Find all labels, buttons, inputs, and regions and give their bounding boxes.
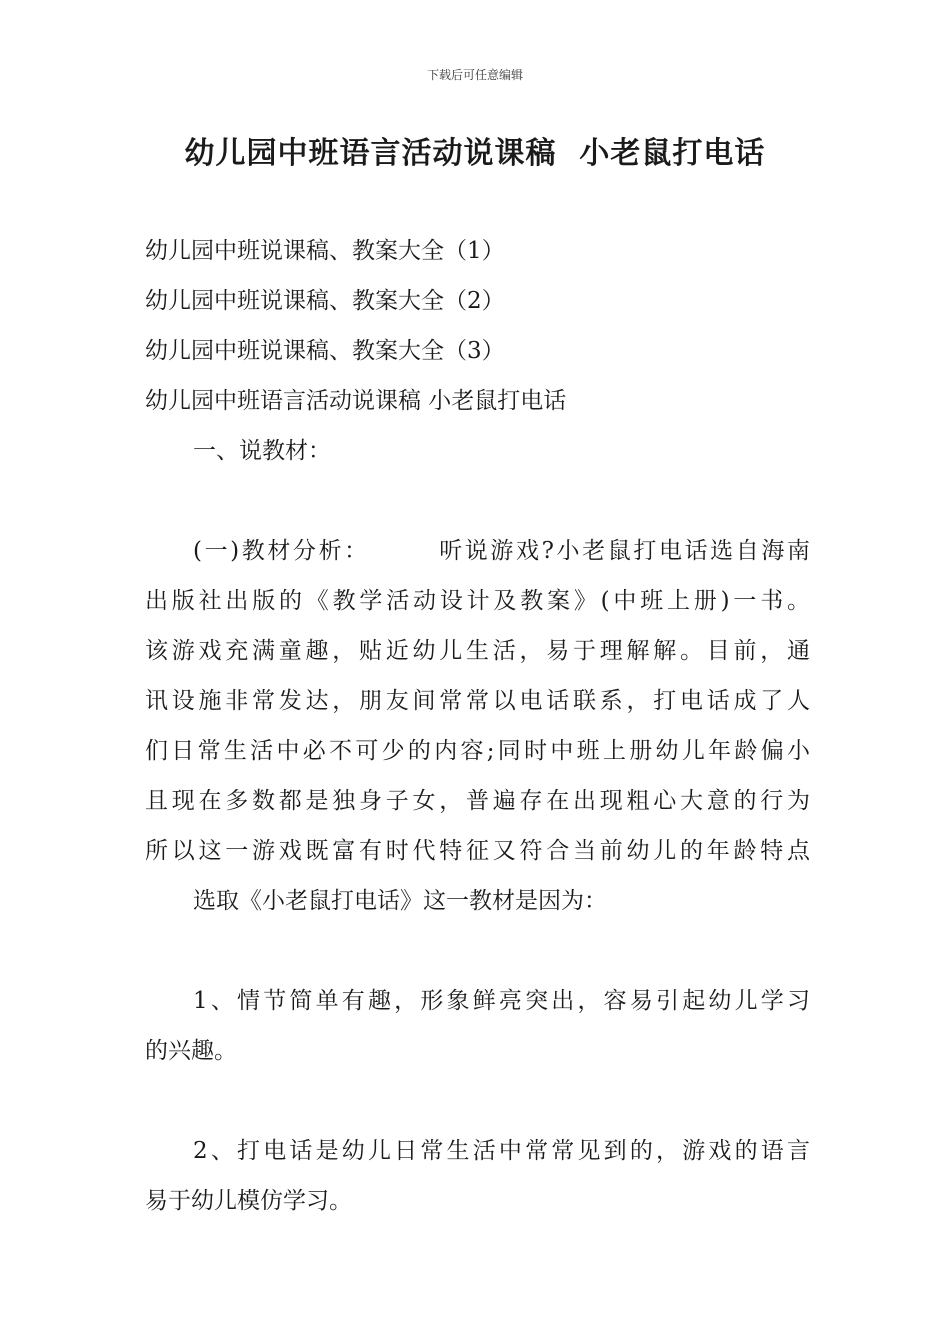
- analysis-line-5: 们日常生活中必不可少的内容;同时中班上册幼儿年龄偏小: [145, 738, 810, 764]
- blank-line: [145, 1076, 810, 1126]
- blank-line: [145, 926, 810, 976]
- section-heading-textbook: 一、说教材：: [193, 438, 331, 464]
- toc-line-3: 幼儿园中班说课稿、教案大全（3）: [145, 338, 505, 364]
- document-body: [145, 226, 810, 1226]
- analysis-line-3: 该游戏充满童趣，贴近幼儿生活，易于理解解。目前，通: [145, 638, 810, 664]
- toc-line-2: 幼儿园中班说课稿、教案大全（2）: [145, 288, 505, 314]
- analysis-line-1: (一)教材分析： 听说游戏?小老鼠打电话选自海南: [193, 538, 810, 564]
- toc-line-1: 幼儿园中班说课稿、教案大全（1）: [145, 238, 505, 264]
- analysis-line-2: 出版社出版的《教学活动设计及教案》(中班上册)一书。: [145, 588, 810, 614]
- reason-intro: 选取《小老鼠打电话》这一教材是因为：: [193, 888, 607, 914]
- analysis-line-7: 所以这一游戏既富有时代特征又符合当前幼儿的年龄特点: [145, 838, 810, 864]
- blank-line: [145, 476, 810, 526]
- reason-2-line-1: 2、打电话是幼儿日常生活中常常见到的，游戏的语言: [193, 1138, 810, 1164]
- header-note: 下载后可任意编辑: [426, 68, 523, 82]
- analysis-line-6: 且现在多数都是独身子女，普遍存在出现粗心大意的行为: [145, 788, 810, 814]
- toc-line-4: 幼儿园中班语言活动说课稿 小老鼠打电话: [145, 388, 567, 414]
- reason-1-line-2: 的兴趣。: [145, 1038, 237, 1064]
- reason-2-line-2: 易于幼儿模仿学习。: [145, 1188, 352, 1214]
- analysis-line-4: 讯设施非常发达，朋友间常常以电话联系，打电话成了人: [145, 688, 810, 714]
- document-title: 幼儿园中班语言活动说课稿 小老鼠打电话: [184, 136, 766, 171]
- reason-1-line-1: 1、情节简单有趣，形象鲜亮突出，容易引起幼儿学习: [193, 988, 810, 1014]
